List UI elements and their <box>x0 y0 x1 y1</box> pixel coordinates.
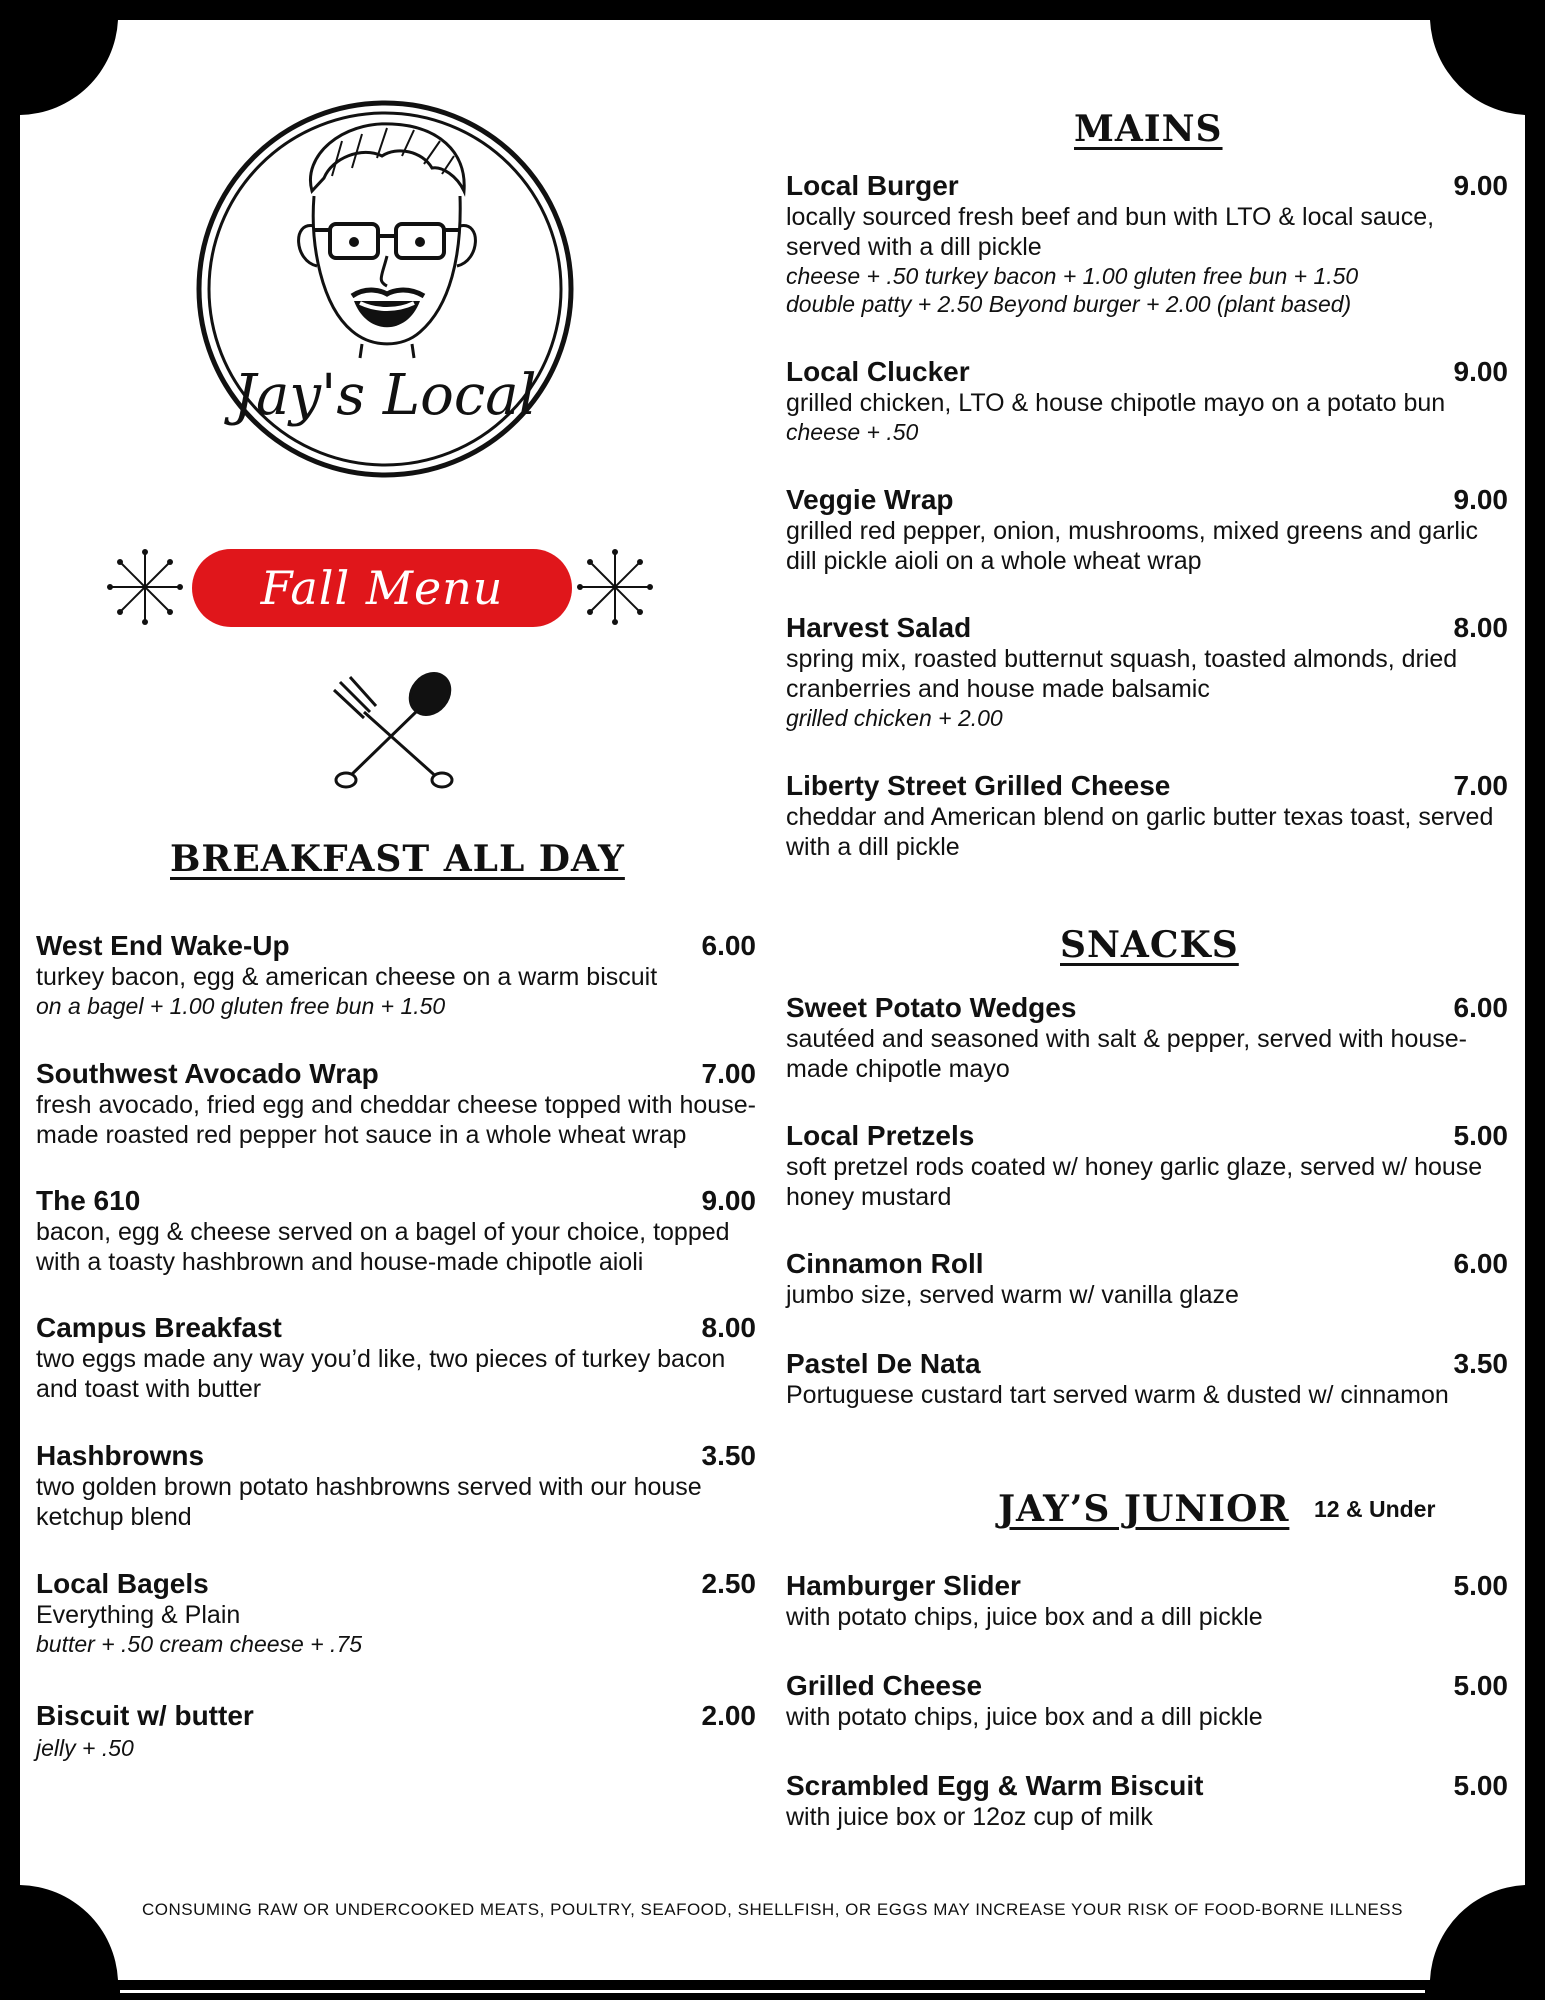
menu-item-description: with juice box or 12oz cup of milk <box>786 1803 1153 1831</box>
menu-item-name: The 610 <box>36 1185 141 1216</box>
mains-section-title: MAINS <box>1074 108 1223 150</box>
fork-spoon-icon <box>330 672 460 790</box>
menu-item <box>786 1670 1508 1732</box>
food-safety-disclaimer: CONSUMING RAW OR UNDERCOOKED MEATS, POULTRY, SEAFOOD, SHELLFISH, OR EGGS MAY INCREASE YOUR RISK OF FOOD-BORNE ILLNESS <box>142 1900 1403 1919</box>
menu-item-price: 2.00 <box>701 1700 756 1731</box>
menu-item-header <box>36 1440 756 1474</box>
jays-local-logo <box>192 96 578 482</box>
menu-item <box>36 1568 756 1658</box>
menu-item <box>786 992 1508 1084</box>
menu-item <box>36 930 756 1020</box>
menu-item-price: 5.00 <box>1453 1120 1508 1151</box>
menu-item-addon: jelly + .50 <box>36 1735 134 1761</box>
menu-item-price: 6.00 <box>1453 992 1508 1023</box>
menu-item-name: Biscuit w/ butter <box>36 1700 254 1731</box>
menu-item-description: two golden brown potato hashbrowns served with our house ketchup blend <box>36 1473 702 1531</box>
menu-item-name: Liberty Street Grilled Cheese <box>786 770 1171 801</box>
menu-item-description: bacon, egg & cheese served on a bagel of your choice, topped with a toasty hashbrown and house-made chipotle aioli <box>36 1218 730 1276</box>
menu-item-header <box>786 1570 1508 1604</box>
menu-item <box>786 170 1508 318</box>
menu-item-header <box>786 1348 1508 1382</box>
menu-item-description: with potato chips, juice box and a dill pickle <box>786 1703 1263 1731</box>
junior-age-note: 12 & Under <box>1314 1496 1436 1522</box>
menu-item-price: 8.00 <box>1453 612 1508 643</box>
menu-item-price: 6.00 <box>1453 1248 1508 1279</box>
menu-item-header <box>786 612 1508 646</box>
menu-item <box>36 1440 756 1532</box>
menu-item-description: Portuguese custard tart served warm & dusted w/ cinnamon <box>786 1381 1449 1409</box>
menu-item-description: soft pretzel rods coated w/ honey garlic glaze, served w/ house honey mustard <box>786 1153 1483 1211</box>
menu-item <box>786 1770 1508 1832</box>
menu-item-price: 9.00 <box>1453 484 1508 515</box>
menu-item <box>36 1700 756 1762</box>
menu-item-price: 5.00 <box>1453 1670 1508 1701</box>
menu-item-description: grilled red pepper, onion, mushrooms, mixed greens and garlic dill pickle aioli on a whole wheat wrap <box>786 517 1479 575</box>
menu-item-description: sautéed and seasoned with salt & pepper, served with house-made chipotle mayo <box>786 1025 1467 1083</box>
menu-item-price: 5.00 <box>1453 1770 1508 1801</box>
fall-menu-label: Fall Menu <box>260 561 504 615</box>
menu-item-header <box>786 770 1508 804</box>
menu-item-header <box>36 1568 756 1602</box>
menu-item-header <box>36 1058 756 1092</box>
menu-item-header <box>786 170 1508 204</box>
menu-item-name: Grilled Cheese <box>786 1670 983 1701</box>
menu-item-name: Cinnamon Roll <box>786 1248 984 1279</box>
menu-item <box>786 356 1508 446</box>
menu-item-header <box>786 1248 1508 1282</box>
bottom-rule <box>120 1990 1425 1993</box>
menu-item-description: with potato chips, juice box and a dill pickle <box>786 1603 1263 1631</box>
menu-item-description: two eggs made any way you’d like, two pieces of turkey bacon and toast with butter <box>36 1345 726 1403</box>
menu-item-description: cheddar and American blend on garlic butter texas toast, served with a dill pickle <box>786 803 1494 861</box>
starburst-icon <box>570 542 660 632</box>
fall-menu-pill <box>192 549 572 627</box>
menu-item-addon: butter + .50 cream cheese + .75 <box>36 1631 363 1657</box>
menu-item-name: Scrambled Egg & Warm Biscuit <box>786 1770 1204 1801</box>
menu-item-name: Campus Breakfast <box>36 1312 282 1343</box>
menu-item-header <box>786 356 1508 390</box>
menu-item-description: fresh avocado, fried egg and cheddar cheese topped with house-made roasted red pepper hot sauce in a whole wheat wrap <box>36 1091 756 1149</box>
menu-item-header <box>786 992 1508 1026</box>
menu-item-description: Everything & Plain <box>36 1601 241 1629</box>
menu-item-header <box>786 484 1508 518</box>
menu-item-price: 2.50 <box>701 1568 756 1599</box>
menu-item-addon: cheese + .50 turkey bacon + 1.00 gluten free bun + 1.50 <box>786 263 1359 289</box>
menu-item <box>786 612 1508 732</box>
menu-item-price: 9.00 <box>701 1185 756 1216</box>
menu-item-header <box>786 1120 1508 1154</box>
menu-item <box>786 1570 1508 1632</box>
menu-item-name: Southwest Avocado Wrap <box>36 1058 379 1089</box>
menu-item-price: 6.00 <box>701 930 756 961</box>
menu-item-price: 3.50 <box>701 1440 756 1471</box>
menu-item-header <box>36 930 756 964</box>
menu-item-price: 5.00 <box>1453 1570 1508 1601</box>
menu-item-description: jumbo size, served warm w/ vanilla glaze <box>786 1281 1239 1309</box>
menu-item-addon: grilled chicken + 2.00 <box>786 705 1003 731</box>
menu-item-header <box>786 1670 1508 1704</box>
menu-item-price: 8.00 <box>701 1312 756 1343</box>
menu-item-addon: on a bagel + 1.00 gluten free bun + 1.50 <box>36 993 446 1019</box>
menu-item-header <box>36 1700 756 1734</box>
menu-item <box>786 484 1508 576</box>
menu-item-header <box>786 1770 1508 1804</box>
menu-item <box>786 1120 1508 1212</box>
menu-item-header <box>36 1312 756 1346</box>
menu-item <box>36 1058 756 1150</box>
menu-item-description: locally sourced fresh beef and bun with LTO & local sauce, served with a dill pickle <box>786 203 1435 261</box>
menu-item-name: Local Burger <box>786 170 959 201</box>
menu-item-name: Local Clucker <box>786 356 970 387</box>
menu-item-name: Sweet Potato Wedges <box>786 992 1077 1023</box>
menu-item-price: 7.00 <box>701 1058 756 1089</box>
snacks-section-title: SNACKS <box>1060 924 1239 966</box>
menu-item-name: Local Pretzels <box>786 1120 975 1151</box>
menu-item-addon: cheese + .50 <box>786 419 919 445</box>
menu-item-description: turkey bacon, egg & american cheese on a warm biscuit <box>36 963 658 991</box>
menu-item-price: 9.00 <box>1453 356 1508 387</box>
menu-item-name: Veggie Wrap <box>786 484 954 515</box>
menu-item <box>36 1312 756 1404</box>
menu-item <box>786 1248 1508 1310</box>
menu-item-description: grilled chicken, LTO & house chipotle mayo on a potato bun <box>786 389 1446 417</box>
junior-section-title: JAY’S JUNIOR <box>998 1488 1290 1530</box>
menu-item-name: West End Wake-Up <box>36 930 290 961</box>
menu-item-description: spring mix, roasted butternut squash, toasted almonds, dried cranberries and house made balsamic <box>786 645 1458 703</box>
menu-item-name: Harvest Salad <box>786 612 972 643</box>
menu-item <box>786 770 1508 862</box>
menu-item <box>36 1185 756 1277</box>
logo-text: Jay's Local <box>233 363 537 428</box>
menu-item-header <box>36 1185 756 1219</box>
menu-item-name: Hamburger Slider <box>786 1570 1021 1601</box>
breakfast-section-title: BREAKFAST ALL DAY <box>170 838 625 880</box>
fall-menu-banner <box>100 542 660 632</box>
menu-item-price: 9.00 <box>1453 170 1508 201</box>
menu-item-price: 3.50 <box>1453 1348 1508 1379</box>
menu-item <box>786 1348 1508 1410</box>
menu-item-price: 7.00 <box>1453 770 1508 801</box>
menu-item-name: Pastel De Nata <box>786 1348 981 1379</box>
starburst-icon <box>100 542 190 632</box>
menu-item-addon: double patty + 2.50 Beyond burger + 2.00 (plant based) <box>786 291 1352 317</box>
menu-item-name: Hashbrowns <box>36 1440 205 1471</box>
menu-item-name: Local Bagels <box>36 1568 209 1599</box>
